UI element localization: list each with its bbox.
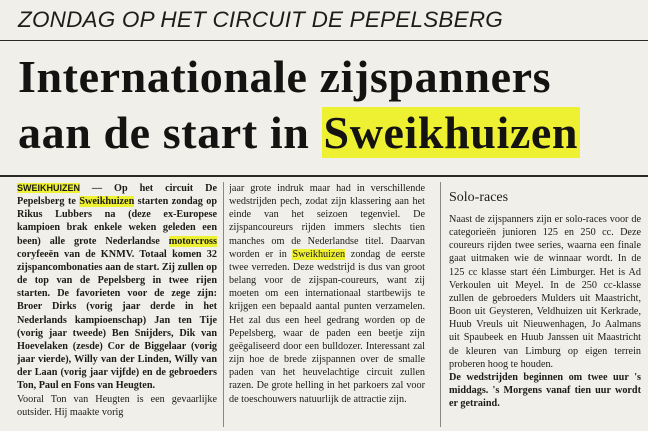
headline (18, 49, 643, 161)
body-paragraph-2: Vooral Ton van Heugten is een gevaarlijke outsider. Hij maakte vorig (17, 393, 217, 418)
kicker-text: ZONDAG OP HET CIRCUIT DE PEPELSBERG (18, 7, 503, 32)
closing-paragraph: De wedstrijden beginnen om twee uur 's middags. 's Morgens vanaf tien uur wordt er getraind. (449, 371, 641, 410)
body-paragraph-4: Naast de zijspanners zijn er solo-races voor de categorieën junioren 125 en 250 cc. Deze coureurs rijden twee series, waarna een finale gaat uitmaken wie de winnaar wordt. In de 125 cc klasse start één Limburger. Het is Ad Verkoulen uit Meyel. In de 250 cc-klasse zullen de gebroeders Mulders uit Maastricht, Boon uit Geysteren, Veldhuizen uit Kerkrade, Huub Vreuls uit Nieuwenhagen, Jo Aalmans uit Spaubeek en Huub Janssen uit Maastricht de kleuren van Limburg op eigen terrein proberen hoog te houden. (449, 214, 641, 370)
column-divider-2 (440, 182, 441, 427)
article-column-2 (229, 182, 425, 427)
col2-text-1: jaar grote indruk maar had in verschillende wedstrijden pech, zodat zijn klassering aan het einde van het seizoen tegenviel. De zijspancoureurs rijden immers slechts tien manches om de Nederlandse titel. Daarvan worden er in (229, 183, 425, 260)
dateline: SWEIKHUIZEN (17, 183, 80, 193)
headline-line-2 (18, 105, 643, 161)
col2-text-2: zondag de eerste twee verreden. Deze wedstrijd is dus van groot belang voor de zijspan-coureurs, want zij moeten om een internationaal startbewijs te krijgen een bepaald aantal punten verzamelen. Het zal dus een heel gedrang worden op de Pepelsberg, waar de paden een beetje zijn geëgaliseerd door een bulldozer. Interessant zal zijn hoe de brede zijspannen over de smalle paden van het heuvelachtige circuit zullen razen. De grote helling in het parkoers zal voor de toeschouwers natuurlijk de attractie zijn. (229, 248, 425, 405)
article-column-3 (449, 182, 641, 427)
lead-text-3: coryfeeën van de KNMV. Totaal komen 32 zijspancombonaties aan de start. Zij zullen op de top van de Pepelsberg in twee rijen starten. De favorieten voor de zege zijn: Broer Dirks (vorig jaar derde in het Nederlands kampioenschap) Jan ten Tije (vorig jaar tweede) Ben Snijders, Dik van Hoevelaken (zesde) Cor de Biggelaar (vorig jaar vierde), Willy van der Linden, Willy van der Laan (vorig jaar vijfde) en de gebroeders Ton, Paul en Fons van Heugten. (17, 248, 217, 392)
body-paragraph-3 (229, 182, 425, 406)
lead-highlight-motorcross: motorcross (168, 235, 217, 247)
lead-paragraph (17, 182, 217, 393)
col2-highlight-place: Sweikhuizen (292, 248, 346, 260)
subheading-solo-races: Solo-races (449, 190, 509, 205)
lead-text-2: starten zondag op Rikus Lubbers na (deze ex-Europese kampioen brak enkele weken geleden een been) alle grote Nederlandse (17, 196, 217, 247)
column-divider-1 (223, 182, 224, 427)
kicker-bar (0, 0, 648, 41)
article-column-1 (17, 182, 217, 427)
headline-line-2-text: aan de start in (18, 107, 322, 158)
headline-divider (0, 175, 648, 177)
headline-highlight-place: Sweikhuizen (323, 107, 579, 158)
lead-text-1: — Op het circuit De Pepelsberg te (17, 183, 217, 208)
lead-highlight-place: Sweikhuizen (79, 196, 135, 208)
headline-line-1: Internationale zijspanners (18, 51, 552, 102)
